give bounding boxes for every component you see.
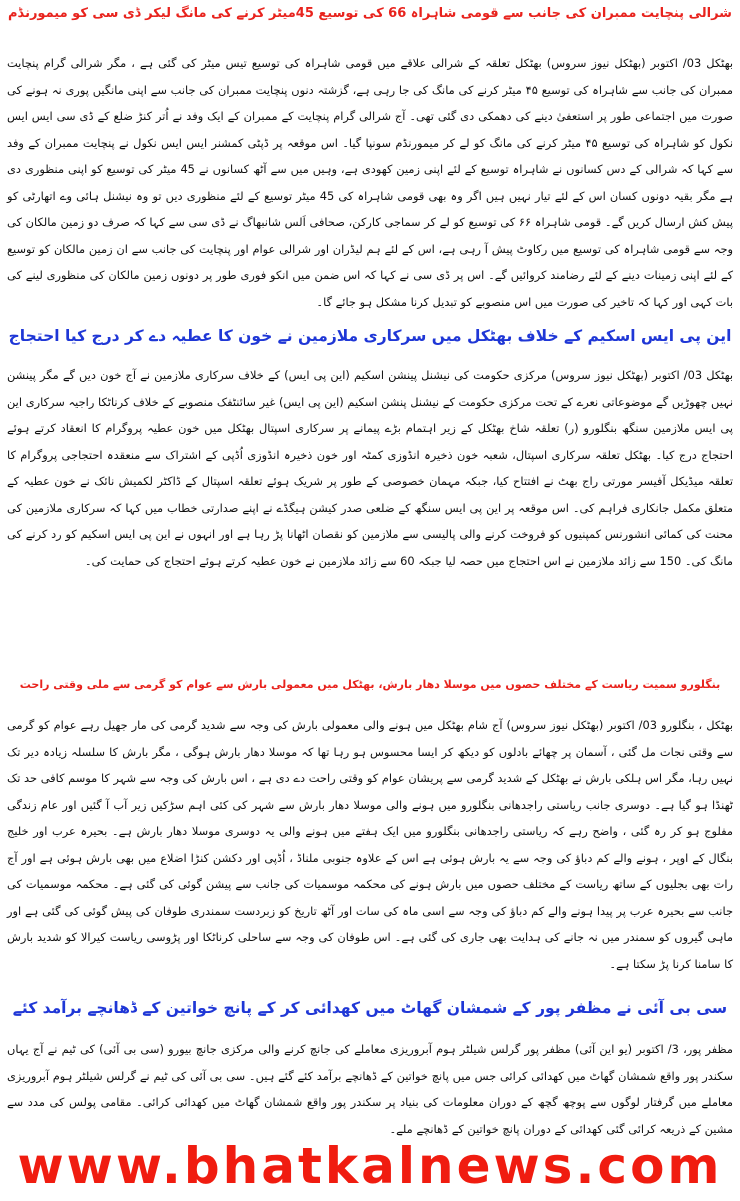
article-headline: سی بی آئی نے مظفر پور کے شمشان گھاٹ میں کھدائی کر کے پانچ خواتین کے ڈھانچے برآمد کئے: [12, 999, 728, 1017]
article-body: مظفر پور، 3/ اکتوبر (یو این آئی) مظفر پور گرلس شیلٹر ہوم آبروریزی معاملے کی جانچ کرنے والی مرکزی جانچ بیورو (سی بی آئی) کی ٹیم نے آج یہاں سکندر پور واقع شمشان گھاٹ میں کھدائی کرائی جس میں پانچ خواتین کے ڈھانچے برآمد کئے گئے ہیں۔ سی بی آئی کی ٹیم نے گرلس شیلٹر ہوم آبروریزی معاملے میں گرفتار لوگوں سے پوچھ گچھ کے دوران معلومات کی بنیاد پر سکندر پور واقع شمشان گھاٹ میں کھدائی کرائی۔ مقامی پولس کی مدد سے مشین کے ذریعہ کرائی گئی کھدائی کے دوران پانچ خواتین کے ڈھانچے ملے۔: [7, 1042, 733, 1136]
article-rain-relief: [0, 658, 740, 980]
article-body: بھٹکل 03/ اکتوبر (بھٹکل نیوز سروس) بھٹکل تعلقہ کے شرالی علاقے میں قومی شاہراہ کی توسیع تیس میٹر کی گئی ہے ، مگر شرالی گرام پنچایت ممبران کی جانب سے شاہراہ کی توسیع ۴۵ میٹر کرنے کی مانگ کی جا رہی ہے، گزشتہ دنوں پنچایت ممبران کی جانب سے اپنی مانگیں پوری نہ ہونے کی صورت میں اجتماعی طور پر استعفیٰ دینے کی دھمکی دی گئی تھی۔ آج شرالی گرام پنچایت کے ممبران کے ایک وفد نے اُتر کنڑ ضلع کے ڈی سی ایس ایس نکول کو شاہراہ کی توسیع ۴۵ میٹر کرنے کی مانگ کو لے کر میمورنڈم سونپا گیا۔ اس موقعہ پر ڈپٹی کمشنر ایس ایس نکول نے پنچایت ممبران کے وفد سے کہا کہ شرالی کے دس کسانوں نے شاہراہ توسیع کے لئے اپنی زمین کھودی ہے، وہیں میں سے آٹھ کسانوں نے 45 میٹر کی توسیع کو اپنی منظوری دی ہے مگر بقیہ دونوں کسان اس کے لئے تیار نہیں ہیں اگر وہ بھی قومی شاہراہ کی 45 میٹر توسیع کے لئے منظوری دیں تو وہ نیشنل ہائی وے اتھارٹی کو پیش کش ارسال کریں گے۔ قومی شاہراہ ۶۶ کی توسیع کو لے کر سماجی کارکن، صحافی اَلس شانبھاگ نے ڈی سی سے کہا کہ صرف دو زمین مالکان کی وجہ سے قومی شاہراہ کی توسیع میں رکاوٹ پیش آ رہی ہے، اس کے لئے ہم لیڈران اور شرالی عوام اور پنچایت کی جانب سے ان زمین مالکان کو توسیع کے لئے اپنی زمینات دینے کے لئے رضامند کروائیں گے۔ اس پر ڈی سی نے کہا کہ اس ضمن میں انکو فوری طور پر دونوں زمین مالکان کی منظوری لینے کی بات کہی اور کہا کہ تاخیر کی صورت میں اس منصوبے کو تبدیل کرنا مشکل ہو جائے گا۔: [7, 56, 734, 309]
article-headline: شرالی پنچایت ممبران کی جانب سے قومی شاہراہ 66 کی توسیع 45میٹر کرنے کی مانگ لیکر ڈی سی کو میمورنڈم: [8, 6, 732, 21]
article-cbi-muzaffarpur: [0, 980, 740, 1140]
article-body: بھٹکل ، بنگلورو 03/ اکتوبر (بھٹکل نیوز سروس) آج شام بھٹکل میں ہونے والی معمولی بارش کی وجہ سے شدید گرمی کی مار جھیل رہے عوام کو گرمی سے وقتی نجات مل گئی ، آسمان پر چھائے بادلوں کو دیکھ کر ایسا محسوس ہو رہا تھا کہ موسلا دھار بارش ہوگی ، مگر بارش کا سلسلہ زیادہ دیر تک نہیں رہا، مگر اس ہلکی بارش نے بھٹکل کے شدید گرمی سے پریشان عوام کو وقتی راحت دے دی ہے ، اس بارش کی وجہ سے شہر کا موسم کافی حد تک ٹھنڈا ہو گیا ہے۔ دوسری جانب ریاستی راجدھانی بنگلورو میں ہونے والی موسلا دھار بارش سے شہر کی کئی اہم سڑکیں زیر آب آ گئیں اور عام زندگی مفلوج ہو کر رہ گئی ، واضح رہے کہ ریاستی راجدھانی بنگلورو میں ایک ہفتے میں ہونے والی یہ دوسری موسلا دھار بارش ہے۔ بحیرہ عرب اور خلیج بنگال کے اوپر ، ہونے والے کم دباؤ کی وجہ سے یہ بارش ہوئی ہے اس کے علاوہ جنوبی ملناڈ ، اُڈپی اور دکشن کنڑا اضلاع میں بھی بارش ہوئی ہے اور آج رات بھی بجلیوں کے ساتھ ریاست کے مختلف حصوں میں بارش ہونے کی محکمہ موسمیات کی جانب سے پیشن گوئی کی گئی ہے۔ محکمہ موسمیات کی جانب سے بحیرہ عرب پر پیدا ہونے والے کم دباؤ کی وجہ سے اسی ماہ کی سات اور آٹھ تاریخ کو زبردست سمندری طوفان کی پیش گوئی کی گئی ہے اور ماہی گیروں کو سمندر میں نہ جانے کی ہدایت بھی جاری کی گئی ہے۔ اس طوفان کی وجہ سے ساحلی کرناٹکا اور پڑوسی ریاست کیرالا کو شدید بارش کا سامنا کرنا پڑ سکتا ہے۔: [7, 718, 734, 971]
article-headline: بنگلورو سمیت ریاست کے مختلف حصوں میں موسلا دھار بارش، بھٹکل میں معمولی بارش سے عوام کو گرمی سے ملی وقتی راحت: [19, 678, 721, 691]
article-nps-protest: [0, 310, 740, 658]
article-sherali-highway: [0, 0, 740, 310]
article-body: بھٹکل 03/ اکتوبر (بھٹکل نیوز سروس) مرکزی حکومت کی نیشنل پینشن اسکیم (این پی ایس) کے خلاف سرکاری ملازمین نے آج خون دیں گے مگر پینشن نہیں چھوڑیں گے موضوعاتی نعرے کے تحت مرکزی حکومت کے نیشنل پنشن اسکیم (این پی ایس) غیر سائنٹفک منصوبے کے خلاف کرناٹکا راجیہ سرکاری این پی ایس ملازمین سنگھ بنگلورو (ر) تعلقہ شاخ بھٹکل کے زیر اہتمام بڑے پیمانے پر سرکاری اسپتال بھٹکل میں خون عطیہ پروگرام کا انعقاد کرتے ہوئے احتجاج درج کیا۔ بھٹکل تعلقہ سرکاری اسپتال، شعبہ خون ذخیرہ انڈوزی کمٹہ اور خون ذخیرہ انڈوزی اُڈپی کے اشتراک سے منعقدہ احتجاجی پروگرام کا تعلقہ میڈیکل آفیسر مورتی راج بھٹ نے افتتاح کیا، جبکہ مہمان خصوصی کے طور پر شریک ہوئے تعلقہ اسپتال کے ڈاکٹر لکمیش نائک نے خون عطیہ کے متعلق مکمل جانکاری فراہم کی۔ اس موقعہ پر این پی ایس سنگھ کے ضلعی صدر کیشن ہیگڈے نے اپنے صدارتی خطاب میں کہا کہ سرکاری ملازمین کی محنت کی کمائی انشورنس کمپنیوں کو فروخت کرنے والی پالیسی سے ملازمین کو نقصان اٹھانا پڑ رہا ہے اور انہوں نے این پی ایس اسکیم کو رد کرنے کی مانگ کی۔ 150 سے زائد ملازمین نے اس احتجاج میں حصہ لیا جبکہ 60 سے زائد ملازمین نے خون عطیہ کرتے ہوئے احتجاج کی حمایت کی۔: [7, 368, 734, 568]
article-headline: این پی ایس اسکیم کے خلاف بھٹکل میں سرکاری ملازمین نے خون کا عطیہ دے کر درج کیا احتجاج: [8, 327, 732, 345]
site-url-footer: www.bhatkalnews.com: [17, 1137, 723, 1195]
